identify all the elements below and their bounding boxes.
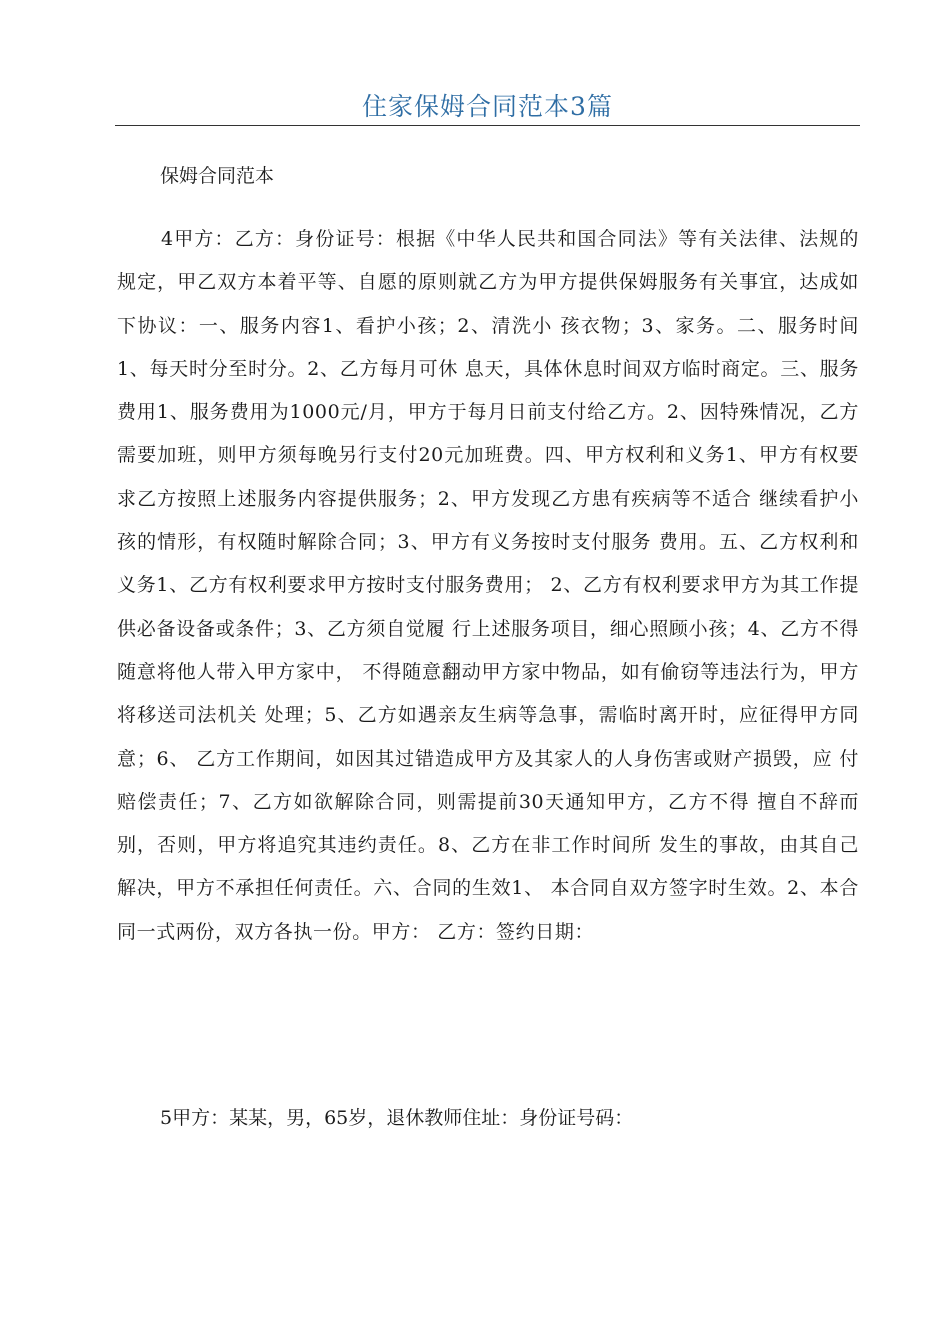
title-underline — [115, 125, 860, 126]
document-title: 住家保姆合同范本3篇 — [362, 92, 613, 121]
section-heading: 保姆合同范本 — [160, 165, 275, 187]
contract-paragraph-5: 5甲方：某某，男，65岁，退休教师住址：身份证号码： — [160, 1107, 634, 1129]
contract-paragraph-4: 4甲方：乙方：身份证号：根据《中华人民共和国合同法》等有关法律、法规的规定，甲乙双方本着平等、自愿的原则就乙方为甲方提供保姆服务有关事宜，达成如下协议：一、服务内容1、看护小孩；2、清洗小 孩衣物；3、家务。二、服务时间1、每天时分至时分。2、乙方每月可休 息天，具体休息时间双方临时商定。三、服务费用1、服务费用为1000元/月，甲方于每月日前支付给乙方。2、因特殊情况，乙方需要加班，则甲方须每晚另行支付20元加班费。四、甲方权利和义务1、甲方有权要 求乙方按照上述服务内容提供服务；2、甲方发现乙方患有疾病等不适合 继续看护小孩的情形，有权随时解除合同；3、甲方有义务按时支付服务 费用。五、乙方权利和义务1、乙方有权利要求甲方按时支付服务费用； 2、乙方有权利要求甲方为其工作提供必备设备或条件；3、乙方须自觉履 行上述服务项目，细心照顾小孩；4、乙方不得随意将他人带入甲方家中， 不得随意翻动甲方家中物品，如有偷窃等违法行为，甲方将移送司法机关 处理；5、乙方如遇亲友生病等急事，需临时离开时，应征得甲方同意；6、 乙方工作期间，如因其过错造成甲方及其家人的人身伤害或财产损毁，应 付赔偿责任；7、乙方如欲解除合同，则需提前30天通知甲方，乙方不得 擅自不辞而别，否则，甲方将追究其违约责任。8、乙方在非工作时间所 发生的事故，由其自己解决，甲方不承担任何责任。六、合同的生效1、 本合同自双方签字时生效。2、本合同一式两份，双方各执一份。甲方： 乙方：签约日期： — [117, 228, 859, 943]
